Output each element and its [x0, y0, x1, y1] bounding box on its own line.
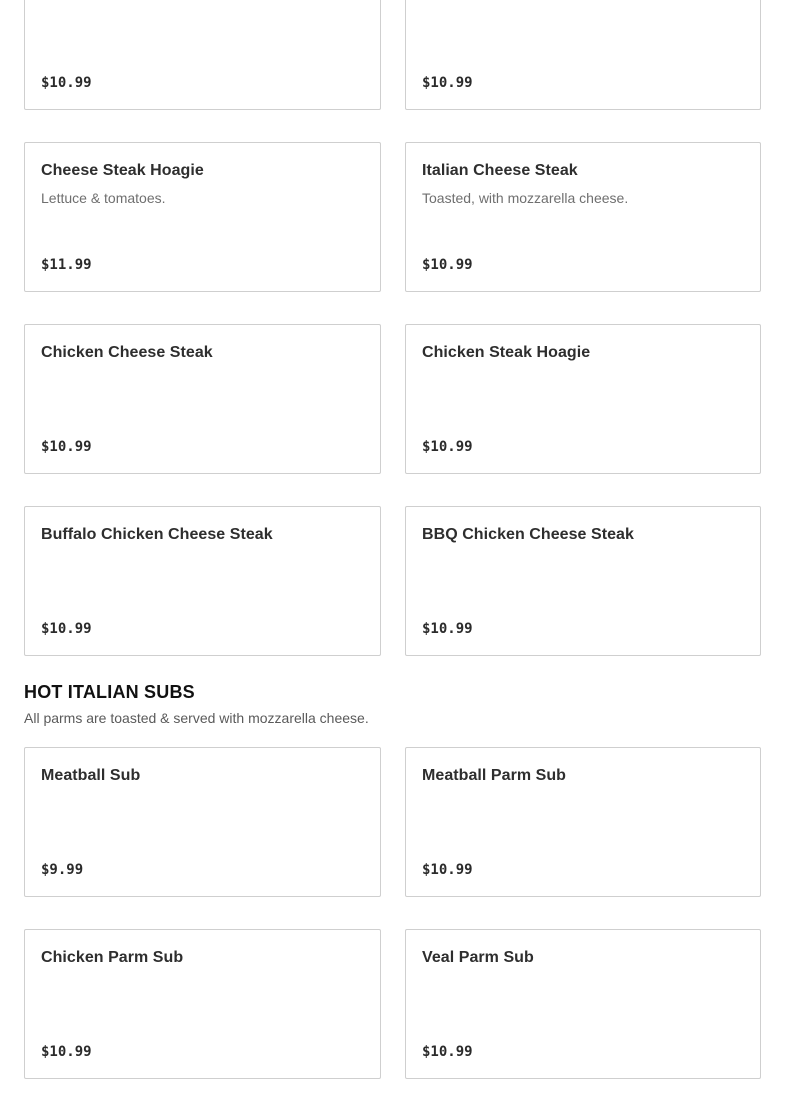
- menu-item-price: $10.99: [422, 257, 473, 273]
- section-description: All parms are toasted & served with mozzarella cheese.: [24, 710, 369, 726]
- menu-item-name: Meatball Sub: [41, 767, 141, 784]
- menu-item-price: $9.99: [41, 862, 84, 878]
- menu-item-name: Chicken Parm Sub: [41, 949, 184, 966]
- menu-item-card[interactable]: [405, 142, 761, 292]
- menu-item-card[interactable]: [405, 506, 761, 656]
- menu-item-price: $10.99: [422, 1044, 473, 1060]
- menu-item-card[interactable]: [24, 324, 381, 474]
- menu-item-name: Italian Cheese Steak: [422, 162, 578, 179]
- menu-item-price: $10.99: [422, 75, 473, 91]
- menu-item-card[interactable]: [24, 747, 381, 897]
- steaks-item-grid: [24, 0, 761, 656]
- menu-item-price: $10.99: [422, 862, 473, 878]
- section-title: HOT ITALIAN SUBS: [24, 682, 195, 702]
- menu-item-price: $10.99: [41, 439, 92, 455]
- hot-italian-subs-item-grid: [24, 747, 761, 1079]
- menu-item-name: Chicken Cheese Steak: [41, 344, 213, 361]
- menu-item-card[interactable]: [405, 324, 761, 474]
- menu-item-description: Lettuce & tomatoes.: [41, 190, 166, 206]
- menu-item-price: $10.99: [41, 75, 92, 91]
- menu-item-card[interactable]: [24, 0, 381, 110]
- menu-item-price: $10.99: [41, 1044, 92, 1060]
- menu-item-name: Chicken Steak Hoagie: [422, 344, 591, 361]
- menu-item-price: $11.99: [41, 257, 92, 273]
- menu-item-card[interactable]: [405, 929, 761, 1079]
- menu-item-description: Toasted, with mozzarella cheese.: [422, 190, 629, 206]
- menu-item-price: $10.99: [41, 621, 92, 637]
- menu-item-name: Meatball Parm Sub: [422, 767, 566, 784]
- menu-item-card[interactable]: [24, 929, 381, 1079]
- menu-item-card[interactable]: [24, 142, 381, 292]
- menu-item-card[interactable]: [405, 747, 761, 897]
- menu-item-card[interactable]: [24, 506, 381, 656]
- menu-item-price: $10.99: [422, 621, 473, 637]
- menu-item-card[interactable]: [405, 0, 761, 110]
- section-header-hot-italian-subs: [24, 681, 761, 727]
- menu-item-name: Buffalo Chicken Cheese Steak: [41, 526, 273, 543]
- menu-item-name: BBQ Chicken Cheese Steak: [422, 526, 634, 543]
- menu-item-price: $10.99: [422, 439, 473, 455]
- menu-item-name: Veal Parm Sub: [422, 949, 534, 966]
- menu-item-name: Cheese Steak Hoagie: [41, 162, 204, 179]
